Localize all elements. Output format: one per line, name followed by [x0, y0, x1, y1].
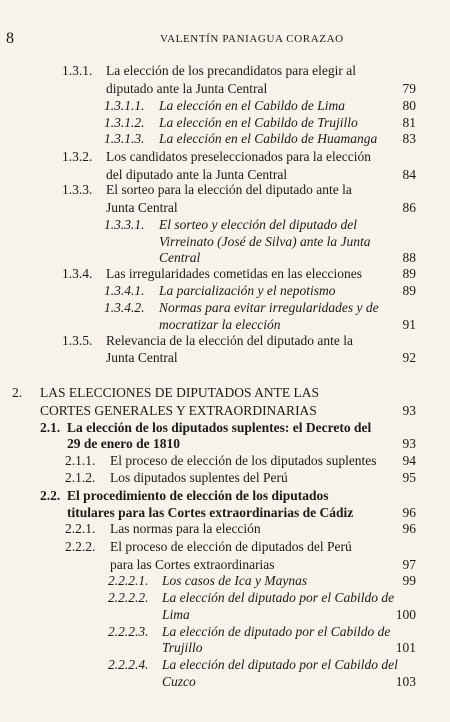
toc-line — [0, 520, 450, 538]
toc-page: 88 — [402, 250, 416, 265]
toc-number: 2.2. — [40, 488, 61, 503]
toc-number: 2.2.2.3. — [108, 624, 149, 639]
toc-page: 96 — [402, 505, 416, 520]
toc-line — [0, 606, 450, 624]
toc-title: La parcialización y el nepotismo — [159, 283, 336, 298]
toc-title: Virreinato (José de Silva) ante la Junta — [159, 234, 371, 249]
toc-page: 79 — [402, 81, 416, 96]
toc-page: 97 — [402, 557, 416, 572]
toc-number: 1.3.4.2. — [104, 300, 145, 315]
toc-page: 89 — [402, 266, 416, 281]
toc-page: 84 — [402, 167, 416, 182]
toc-line — [0, 538, 450, 556]
page-number: 8 — [6, 30, 14, 47]
toc-title: Las normas para la elección — [110, 521, 261, 536]
toc-line — [0, 673, 450, 691]
toc-title: La elección del diputado por el Cabildo de — [162, 590, 395, 605]
toc-title: El proceso de elección de diputados del Perú — [110, 539, 352, 554]
toc-number: 2.1.2. — [65, 470, 96, 485]
toc-title: El sorteo y elección del diputado del — [159, 217, 357, 232]
toc-line — [0, 589, 450, 607]
running-title: VALENTÍN PANIAGUA CORAZAO — [160, 33, 344, 45]
toc-number: 1.3.1.3. — [104, 131, 145, 146]
toc-title: Las irregularidades cometidas en las elecciones — [106, 266, 363, 281]
toc-title: diputado ante la Junta Central — [106, 81, 268, 96]
toc-page: 100 — [395, 607, 416, 622]
toc-title: La elección en el Cabildo de Trujillo — [159, 115, 358, 130]
toc-title: 29 de enero de 1810 — [67, 436, 180, 451]
toc-number: 2.2.2.4. — [108, 657, 149, 672]
toc-number: 2.2.2.1. — [108, 573, 149, 588]
toc-title: El proceso de elección de los diputados suplentes — [110, 453, 377, 468]
toc-number: 1.3.4.1. — [104, 283, 145, 298]
toc-page: 101 — [395, 640, 416, 655]
toc-page: 103 — [395, 674, 416, 689]
toc-title: del diputado ante la Junta Central — [106, 167, 288, 182]
toc-page: 81 — [402, 115, 416, 130]
toc-title: La elección en el Cabildo de Huamanga — [159, 131, 378, 146]
toc-line — [0, 332, 450, 350]
toc-title: Normas para evitar irregularidades y de — [159, 300, 379, 315]
toc-title: CORTES GENERALES Y EXTRAORDINARIAS — [40, 403, 317, 418]
toc-number: 1.3.2. — [62, 149, 93, 164]
toc-line — [0, 199, 450, 217]
toc-line — [0, 402, 450, 420]
toc-number: 1.3.1. — [62, 63, 93, 78]
toc-title: Lima — [162, 607, 190, 622]
toc-number: 1.3.1.2. — [104, 115, 145, 130]
toc-title: Cuzco — [162, 674, 196, 689]
toc-title: La elección de los precandidatos para elegir al — [106, 63, 357, 78]
toc-title: Los candidatos preseleccionados para la elección — [106, 149, 372, 164]
toc-title: Central — [159, 250, 201, 265]
toc-number: 2.1. — [40, 420, 61, 435]
toc-number: 1.3.3. — [62, 182, 93, 197]
toc-title: Los casos de Ica y Maynas — [162, 573, 308, 588]
toc-line — [0, 639, 450, 657]
toc-page: 86 — [402, 200, 416, 215]
toc-title: para las Cortes extraordinarias — [110, 557, 275, 572]
toc-page: 93 — [402, 403, 416, 418]
toc-page: 93 — [402, 436, 416, 451]
toc-line — [0, 452, 450, 470]
toc-line — [0, 282, 450, 300]
toc-title: La elección en el Cabildo de Lima — [159, 98, 345, 113]
toc-line — [0, 384, 450, 402]
toc-line — [0, 130, 450, 148]
toc-line — [0, 80, 450, 98]
toc-line — [0, 181, 450, 199]
page-header — [0, 30, 450, 50]
toc-title: Los diputados suplentes del Perú — [110, 470, 288, 485]
toc-title: Trujillo — [162, 640, 203, 655]
toc-title: Junta Central — [106, 350, 178, 365]
toc-line — [0, 656, 450, 674]
toc-line — [0, 216, 450, 234]
toc-title: El procedimiento de elección de los diputados — [67, 488, 329, 503]
toc-number: 2.2.1. — [65, 521, 96, 536]
toc-line — [0, 265, 450, 283]
toc-title: La elección del diputado por el Cabildo del — [162, 657, 398, 672]
toc-number: 1.3.4. — [62, 266, 93, 281]
toc-line — [0, 62, 450, 80]
toc-number: 2.2.2.2. — [108, 590, 149, 605]
toc-line — [0, 299, 450, 317]
toc-line — [0, 148, 450, 166]
toc-title: Relevancia de la elección del diputado ante la — [106, 333, 354, 348]
toc-line — [0, 97, 450, 115]
toc-number: 1.3.1.1. — [104, 98, 145, 113]
toc-page: 94 — [402, 453, 416, 468]
toc-title: El sorteo para la elección del diputado ante la — [106, 182, 352, 197]
toc-page: 80 — [402, 98, 416, 113]
toc-page: 92 — [402, 350, 416, 365]
toc-title: LAS ELECCIONES DE DIPUTADOS ANTE LAS — [40, 385, 320, 400]
toc-number: 1.3.5. — [62, 333, 93, 348]
toc-number: 2.1.1. — [65, 453, 96, 468]
toc-line — [0, 487, 450, 505]
toc-page: 95 — [402, 470, 416, 485]
toc-page: 89 — [402, 283, 416, 298]
toc-title: Junta Central — [106, 200, 178, 215]
toc-line — [0, 435, 450, 453]
toc-page: 83 — [402, 131, 416, 146]
toc-title: La elección de los diputados suplentes: el Decreto del — [67, 420, 372, 435]
toc-number: 2.2.2. — [65, 539, 96, 554]
toc-line — [0, 469, 450, 487]
toc-page: 91 — [402, 317, 416, 332]
toc-number: 1.3.3.1. — [104, 217, 145, 232]
toc-line — [0, 349, 450, 367]
toc-number: 2. — [12, 385, 23, 400]
toc-line — [0, 572, 450, 590]
toc-title: mocratizar la elección — [159, 317, 281, 332]
toc-title: La elección de diputado por el Cabildo de — [162, 624, 391, 639]
toc-title: titulares para las Cortes extraordinarias de Cádiz — [67, 505, 354, 520]
toc-page: 96 — [402, 521, 416, 536]
toc-page: 99 — [402, 573, 416, 588]
